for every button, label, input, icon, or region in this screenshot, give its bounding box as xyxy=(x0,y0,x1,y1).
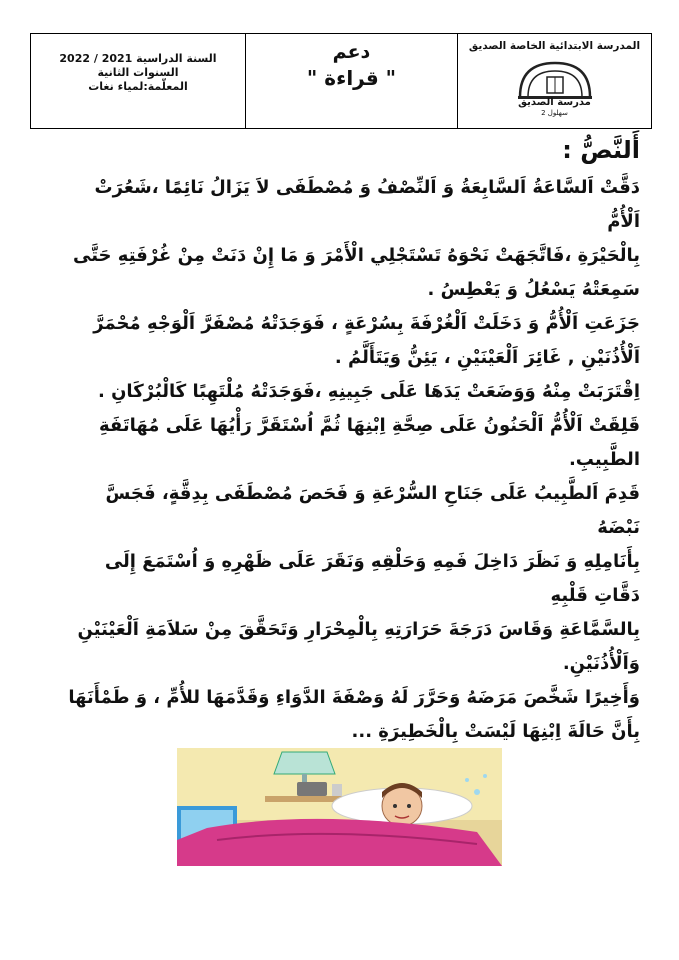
logo-text: مدرسة الصديق xyxy=(518,97,591,108)
school-name: المدرسة الابتدائية الخاصة الصديق xyxy=(468,40,641,52)
school-year: السنة الدراسية 2021 / 2022 xyxy=(59,52,217,65)
passage-line: بِالْحَيْرَةِ ،فَاتَّجَهَتْ نَحْوَهُ تَسْتَجْلِي الْأَمْرَ وَ مَا إِنْ دَنَتْ مِنْ غُرْفَتِهِ حَتَّى xyxy=(72,245,640,266)
header-school-cell xyxy=(458,34,651,128)
school-logo xyxy=(512,57,598,119)
passage-heading: أَلنَّصُّ : xyxy=(562,136,640,164)
passage-line: قَلِقَتْ اَلْأُمُّ اَلْحَنُونُ عَلَى صِحَّةِ اِبْنِهَا ثُمَّ اُسْتَقَرَّ رَأْيُهَا عَلَى مُهَاتَفَةِ الطَّبِيبِ. xyxy=(99,415,640,470)
header-title-cell xyxy=(246,34,458,128)
title-reading: " قراءة " xyxy=(306,66,397,90)
sick-boy-illustration xyxy=(177,748,502,866)
header-info-cell xyxy=(31,34,246,128)
passage-line: بِأَنَّ حَالَةَ اِبْنِهَا لَيْسَتْ بِالْخَطِيرَةِ ... xyxy=(351,721,640,742)
passage-line: سَمِعَتْهُ يَسْعُلُ وَ يَعْطِسُ . xyxy=(427,279,640,300)
teacher-name: المعلّمة:لمياء نغات xyxy=(88,80,188,93)
logo-subtext: سهلول 2 xyxy=(541,109,568,117)
passage-line: دَقَّتْ اَلسَّاعَةُ اَلسَّابِعَةُ وَ اَلنِّصْفُ وَ مُصْطَفَى لاَ يَزَالُ نَائِمًا ،شَعُرَتْ اَلْأُمُّ xyxy=(94,177,640,232)
passage-line: جَزَعَتِ اَلْأُمُّ وَ دَخَلَتْ اَلْغُرْفَةَ بِسُرْعَةٍ ، فَوَجَدَتْهُ مُصْفَرَّ اَلْوَجْهِ مُحْمَرَّ xyxy=(93,313,640,334)
title-support: دعم xyxy=(332,41,371,63)
passage-line: اَلْأُذُنَيْنِ , غَائِرَ اَلْعَيْنَيْنِ ، يَئِنُّ وَيَتَأَلَّمُ . xyxy=(334,347,640,368)
passage-line: وَأَخِيرًا شَخَّصَ مَرَضَهُ وَحَرَّرَ لَهُ وَصْفَةَ الدَّوَاءِ وَقَدَّمَهَا للأُمِّ ، وَ طَمْأَنَهَا xyxy=(68,687,640,708)
grade-level: السنوات الثانية xyxy=(97,66,179,79)
passage-line: بِالسَّمَّاعَةِ وَقَاسَ دَرَجَةَ حَرَارَتِهِ بِالْمِحْرَارِ وَتَحَقَّقَ مِنْ سَلاَمَةِ اَلْعَيْنَيْنِ xyxy=(77,619,640,640)
passage-line: اِقْتَرَبَتْ مِنْهُ وَوَضَعَتْ يَدَهَا عَلَى جَبِينِهِ ،فَوَجَدَتْهُ مُلْتَهِبًا كَالْبُرْكَانِ . xyxy=(97,381,640,402)
header-table xyxy=(30,33,652,129)
passage-line: قَدِمَ اَلطَّبِيبُ عَلَى جَنَاحِ السُّرْعَةِ وَ فَحَصَ مُصْطَفَى بِدِقَّةٍ، فَجَسَّ نَبْضَهُ xyxy=(105,483,640,538)
passage-line: وَاَلْأُذُنَيْنِ. xyxy=(562,653,640,674)
reading-passage xyxy=(60,135,640,749)
passage-line: بِأَنَامِلِهِ وَ نَظَرَ دَاخِلَ فَمِهِ وَحَلْقِهِ وَنَقَرَ عَلَى ظَهْرِهِ وَ اُسْتَمَعَ إِلَى دَقَّاتِ قَلْبِهِ xyxy=(104,551,640,606)
